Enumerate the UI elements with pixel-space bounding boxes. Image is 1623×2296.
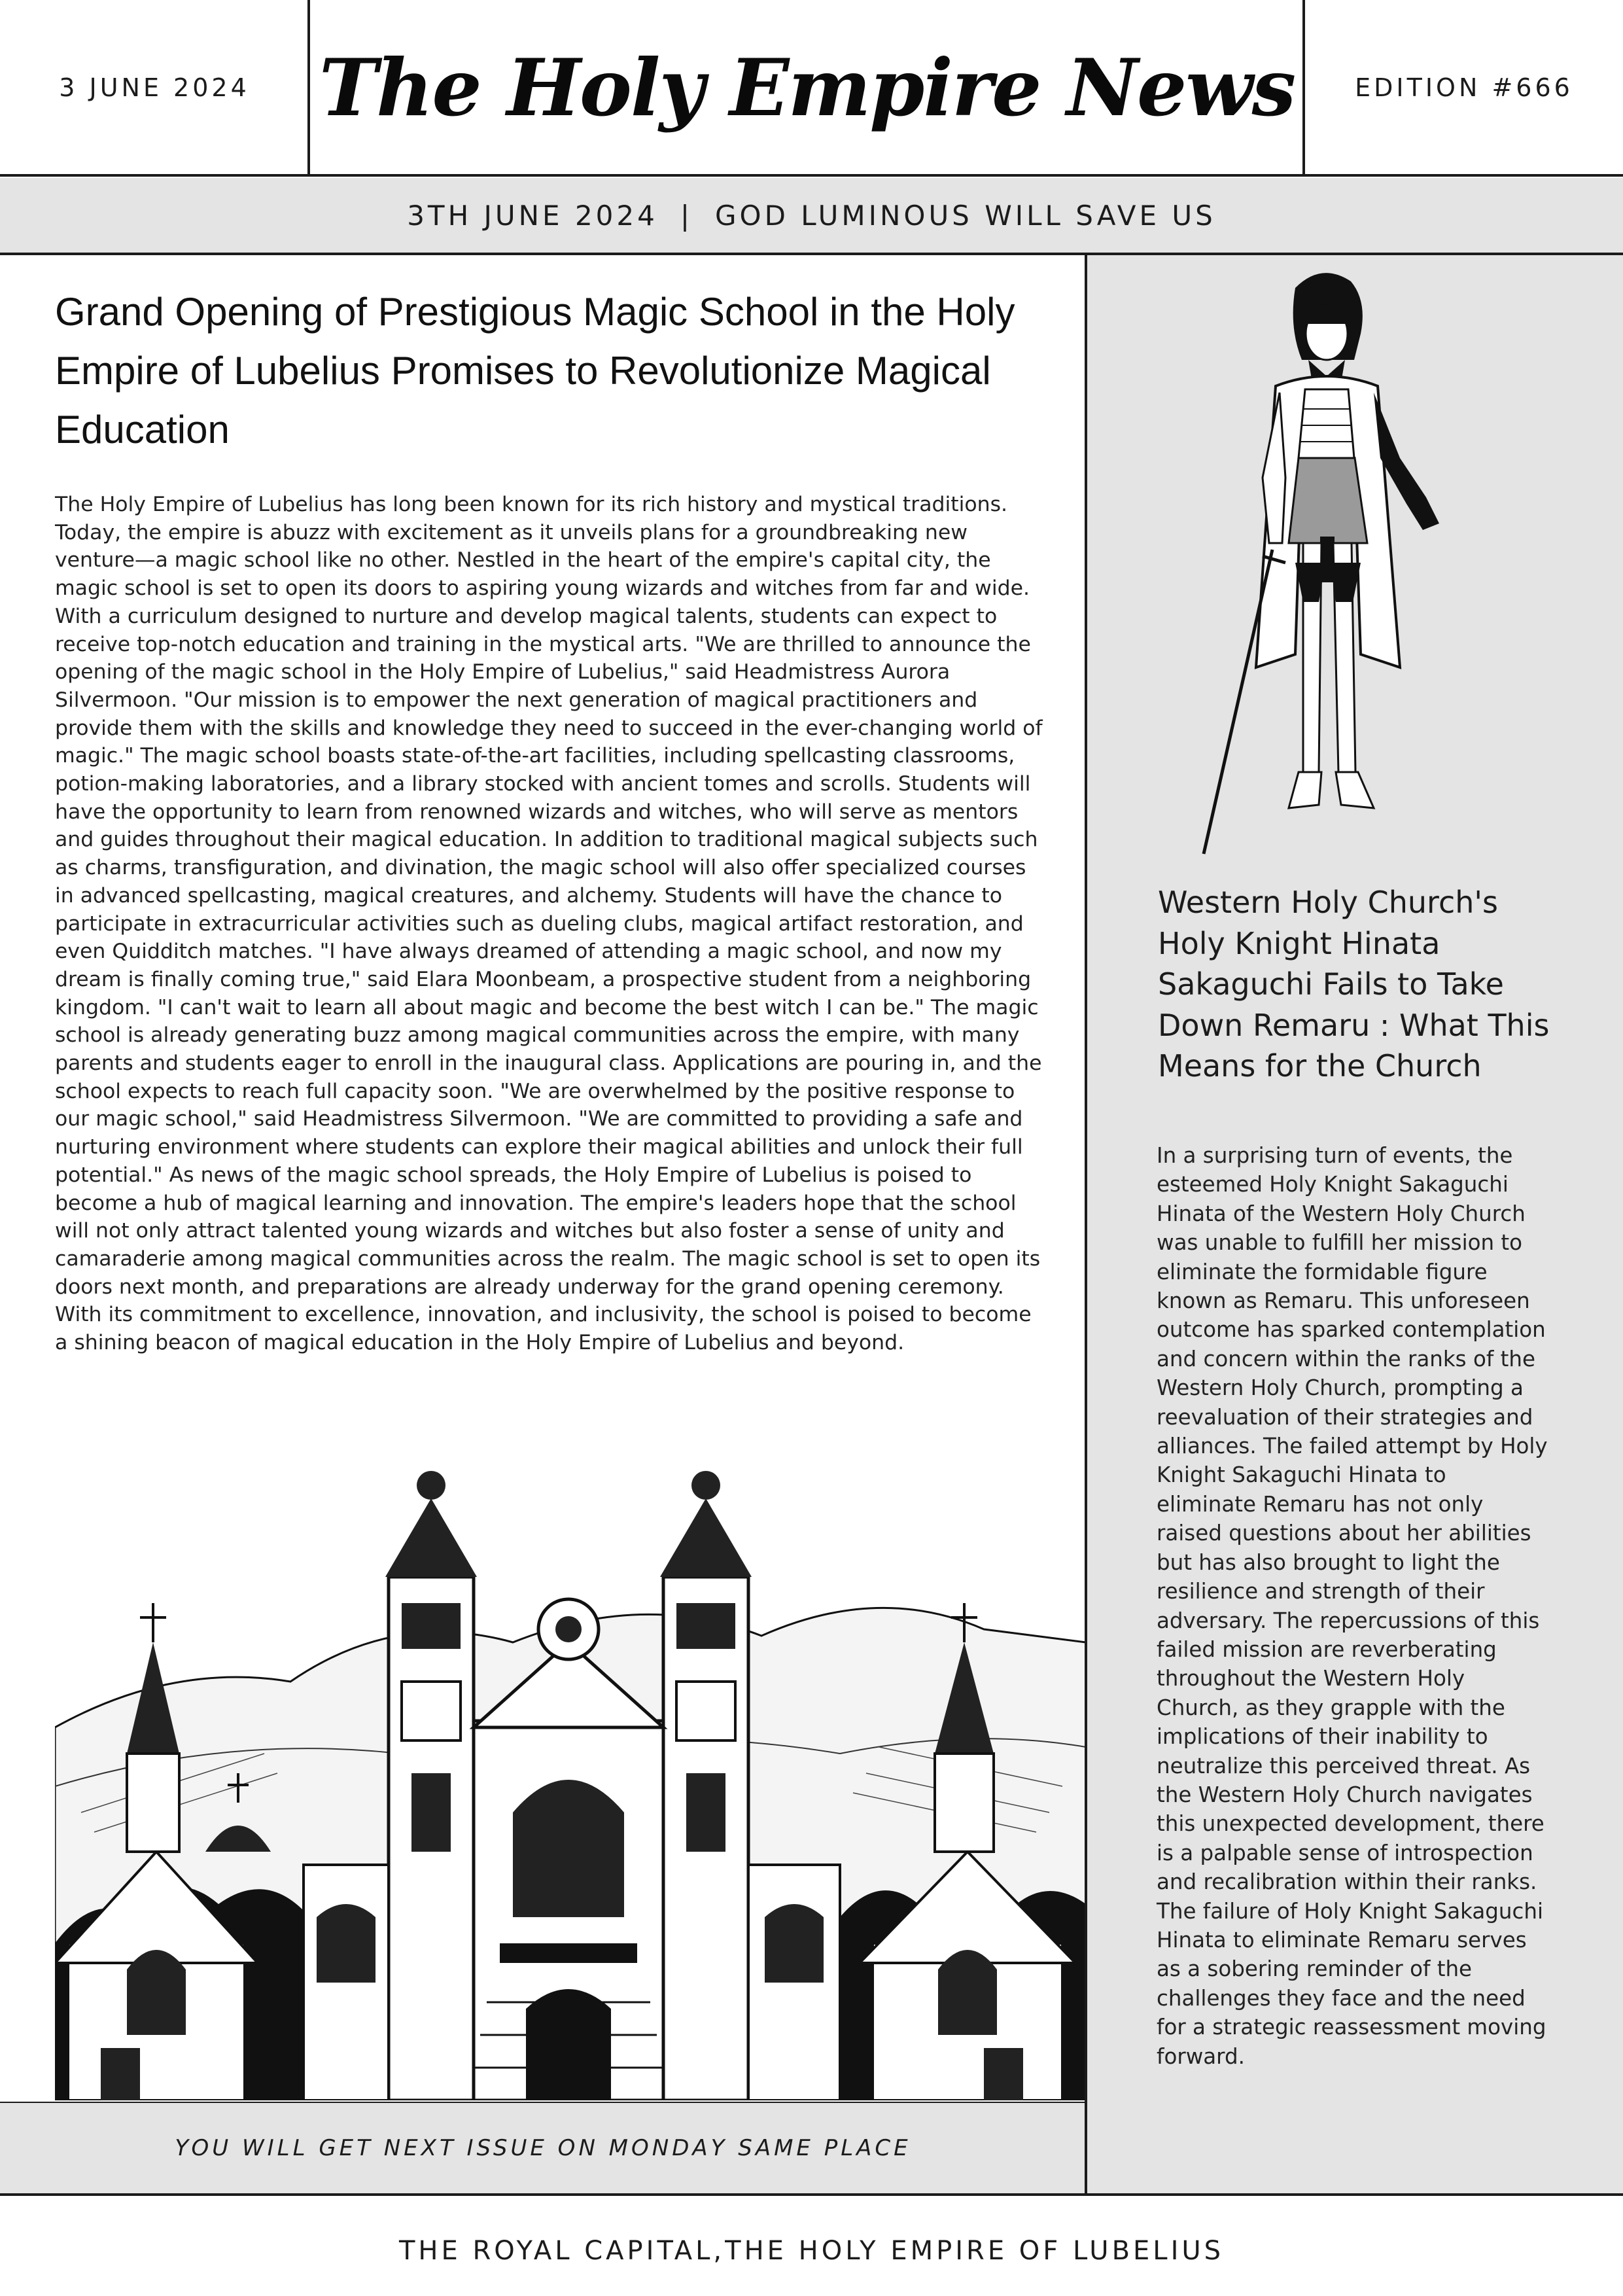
masthead-date: 3 JUNE 2024 [59, 73, 250, 102]
main-article-body: The Holy Empire of Lubelius has long been known for its rich history and mystical traditions. Today, the empire is abuzz with excitement as it unveils plans for a groundbreaking new venture—a magic school like no other. Nestled in the heart of the empire's capital city, the magic school is set to open its doors to aspiring young wizards and witches from far and wide. With a curriculum designed to nurture and develop magical talents, students can expect to receive top-notch education and training in the mystical arts. "We are thrilled to announce the opening of the magic school in the Holy Empire of Lubelius," said Headmistress Aurora Silvermoon. "Our mission is to empower the next generation of magical practitioners and provide them with the skills and knowledge they need to succeed in the ever-changing world of magic." The magic school boasts state-of-the-art facilities, including spellcasting classrooms, potion-making laboratories, and a library stocked with ancient tomes and scrolls. Students will have the opportunity to learn from renowned wizards and witches, who will serve as mentors and guides throughout their magical education. In addition to traditional magical subjects such as charms, transfiguration, and divination, the magic school will also offer specialized courses in advanced spellcasting, magical creatures, and alchemy. Students will have the chance to participate in extracurricular activities such as dueling clubs, magical artifact restoration, and even Quidditch matches. "I have always dreamed of attending a magic school, and now my dream is finally coming true," said Elara Moonbeam, a prospective student from a neighboring kingdom. "I can't wait to learn all about magic and become the best witch I can be." The magic school is already generating buzz among magical communities across the empire, with many parents and students eager to enroll in the inaugural class. Applications are pouring in, and the school expects to reach full capacity soon. "We are overwhelmed by the positive response to our magic school," said Headmistress Silvermoon. "We are committed to providing a safe and nurturing environment where students can explore their magical abilities and unlock their full potential." As news of the magic school spreads, the Holy Empire of Lubelius is poised to become a hub of magical learning and innovation. The empire's leaders hope that the school will not only attract talented young wizards and witches but also foster a sense of unity and camaraderie among magical communities across the realm. The magic school is set to open its doors next month, and preparations are already underway for the grand opening ceremony. With its commitment to excellence, innovation, and inclusivity, the school is poised to become a shining beacon of magical education in the Holy Empire of Lubelius and beyond. [55, 493, 1043, 1355]
side-article-body: In a surprising turn of events, the esteemed Holy Knight Sakaguchi Hinata of the Western Holy Church was unable to fulfill her mission to eliminate the formidable figure known as Remaru. This unforeseen outcome has sparked contemplation and concern within the ranks of the Western Holy Church, prompting a reevaluation of their strategies and alliances. The failed attempt by Holy Knight Sakaguchi Hinata to eliminate Remaru has not only raised questions about her abilities but has also brought to light the resilience and strength of their adversary. The repercussions of this failed mission are reverberating throughout the Western Holy Church, as they grapple with the implications of their inability to neutralize this perceived threat. As the Western Holy Church navigates this unexpected development, there is a palpable sense of introspection and recalibration within their ranks. The failure of Holy Knight Sakaguchi Hinata to eliminate Remaru serves as a sobering reminder of the challenges they face and the need for a strategic reassessment moving forward. [1157, 1143, 1548, 2069]
masthead-edition-cell [1305, 0, 1623, 175]
masthead-date-cell [0, 0, 309, 175]
sidebar-divider [1085, 253, 1087, 2195]
magic-school-illustration [55, 1446, 1086, 2100]
next-issue-text: YOU WILL GET NEXT ISSUE ON MONDAY SAME PLACE [175, 2135, 911, 2161]
next-issue-strip [0, 2103, 1086, 2193]
bottom-location: THE ROYAL CAPITAL,THE HOLY EMPIRE OF LUBELIUS [398, 2236, 1225, 2266]
newspaper-title: The Holy Empire News [319, 41, 1295, 134]
bottom-location-bar [0, 2218, 1623, 2284]
page-bottom-rule [0, 2193, 1623, 2196]
strip-motto: GOD LUMINOUS WILL SAVE US [715, 199, 1216, 232]
tagline-strip [0, 178, 1623, 253]
strip-date: 3TH JUNE 2024 [407, 199, 658, 232]
masthead-title-cell [309, 0, 1305, 175]
strip-separator: | [680, 199, 693, 232]
masthead-edition: EDITION #666 [1355, 73, 1573, 102]
masthead-bottom-rule [0, 174, 1623, 177]
side-article-headline: Western Holy Church's Holy Knight Hinata Sakaguchi Fails to Take Down Remaru : What This Means for the Church [1158, 885, 1550, 1084]
holy-knight-illustration [1164, 262, 1478, 864]
main-article-headline: Grand Opening of Prestigious Magic School in the Holy Empire of Lubelius Promises to Revolutionize Magical Education [55, 290, 1015, 451]
